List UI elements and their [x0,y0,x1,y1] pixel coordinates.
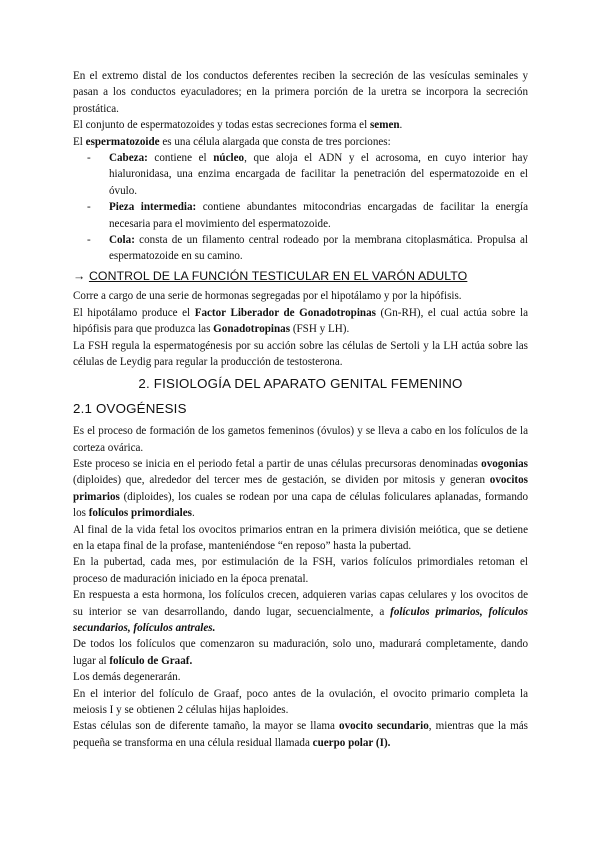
paragraph-degeneraran: Los demás degenerarán. [73,671,181,684]
paragraph-espermatozoide [73,134,528,150]
list-item-cabeza [73,150,528,199]
paragraph-vida-fetal: Al final de la vida fetal los ovocitos primarios entran en la primera división meiótica, que se detiene en la etapa final de la profase, manteniéndose “en reposo” hasta la pubertad. [73,523,528,552]
bold-term-foliculo-graaf: folículo de Graaf. [109,654,193,667]
text: , que aloja el ADN y el acrosoma, en cuyo interior hay hialuronidasa, una enzima encargada de facilitar la penetración del espermatozoide en el óvulo. [109,152,529,197]
section-title-text: CONTROL DE LA FUNCIÓN TESTICULAR EN EL VARÓN ADULTO [88,268,468,283]
bold-term-ovocito-secundario: ovocito secundario [339,720,429,733]
paragraph-hormonas: Corre a cargo de una serie de hormonas segregadas por el hipotálamo y por la hipófisis. [73,290,462,303]
heading-fisiologia-femenino: 2. FISIOLOGÍA DEL APARATO GENITAL FEMENINO [138,376,463,392]
paragraph-semen [73,117,528,133]
list-item-cola [73,232,528,265]
bold-term-semen: semen [369,119,400,132]
paragraph-meiosis: En el interior del folículo de Graaf, poco antes de la ovulación, el ovocito primario completa la meiosis I y se obtienen 2 células hijas haploides. [73,687,528,717]
bullet-marker: - [87,201,91,214]
bullet-marker: - [87,152,91,165]
paragraph-graaf [73,636,528,669]
text: En respuesta a esta hormona, los folículos crecen, adquieren varias capas celulares y los ovocitos de su interior se van desarrollando, dando lugar, secuencialmente, a [73,589,528,618]
text: contiene el [147,152,214,165]
text: El [73,135,86,148]
paragraph-pubertad: En la pubertad, cada mes, por estimulación de la FSH, varios folículos primordiales retoman el proceso de maduración iniciado en la época prenatal. [73,556,528,585]
bullet-term: Cabeza: [109,152,148,165]
sperm-parts-list [73,150,528,265]
paragraph-ovogonias [73,456,528,522]
paragraph-celulas-hijas [73,718,528,751]
document-content [73,68,528,751]
bullet-term: Cola: [109,234,135,247]
bold-term-ovogonias: ovogonias [481,457,528,470]
text: (Gn-RH), el cual actúa sobre la hipófisis para que produzca las [73,306,528,336]
text: (diploides) que, alrededor del tercer mes de gestación, se dividen por mitosis y generan [73,474,490,487]
bold-term-espermatozoide: espermatozoide [85,135,160,148]
bullet-term: Pieza intermedia: [109,201,197,214]
text: . [191,507,195,520]
bold-term-nucleo: núcleo [213,152,245,165]
text: (FSH y LH). [290,323,350,336]
text: contiene abundantes mitocondrias encargadas de facilitar la energía necesaria para el movimiento del espermatozoide. [109,201,528,230]
text: El conjunto de espermatozoides y todas estas secreciones forma el [73,119,370,132]
heading-ovogenesis: 2.1 OVOGÉNESIS [73,400,187,416]
list-item-pieza-intermedia [73,199,528,232]
paragraph-vas-deferens: En el extremo distal de los conductos deferentes reciben la secreción de las vesículas seminales y pasan a los conductos eyaculadores; en la primera porción de la uretra se incorpora la secreción prostática. [73,70,528,115]
bold-term-foliculos: folículos primarios, folículos secundarios, folículos antrales. [73,605,528,634]
text: (diploides), los cuales se rodean por una capa de células foliculares aplanadas, formando los [73,490,528,520]
text: consta de un filamento central rodeado por la membrana citoplasmática. Propulsa al espermatozoide en su camino. [109,234,528,263]
bold-term-foliculos-primordiales: folículos primordiales [88,507,192,520]
text: , mientras que la más pequeña se transforma en una célula residual llamada [73,720,528,749]
bold-term-ovocitos-primarios: ovocitos primarios [73,474,528,503]
bold-term-gnrh: Factor Liberador de Gonadotropinas [194,306,376,319]
paragraph-hipotalamo [73,305,528,338]
paragraph-ovogenesis-def: Es el proceso de formación de los gametos femeninos (óvulos) y se lleva a cabo en los folículos de la corteza ovárica. [73,425,528,454]
text: Estas células son de diferente tamaño, la mayor se llama [73,720,340,733]
arrow-icon: → [73,268,86,283]
bold-term-cuerpo-polar: cuerpo polar (I). [312,736,391,749]
text: El hipotálamo produce el [73,306,195,319]
text: De todos los folículos que comenzaron su maduración, solo uno, madurará completamente, dando lugar al [73,638,528,667]
text: Este proceso se inicia en el periodo fetal a partir de unas células precursoras denominadas [73,457,482,470]
text: . [399,119,403,132]
section-title-control-testicular [73,268,528,284]
bold-term-gonadotropinas: Gonadotropinas [213,323,291,336]
paragraph-respuesta-hormona [73,587,528,636]
bullet-marker: - [87,234,91,247]
text: es una célula alargada que consta de tres porciones: [159,135,391,148]
paragraph-fsh-lh: La FSH regula la espermatogénesis por su acción sobre las células de Sertoli y la LH actúa sobre las células de Leydig para regular la producción de testosterona. [73,339,528,368]
